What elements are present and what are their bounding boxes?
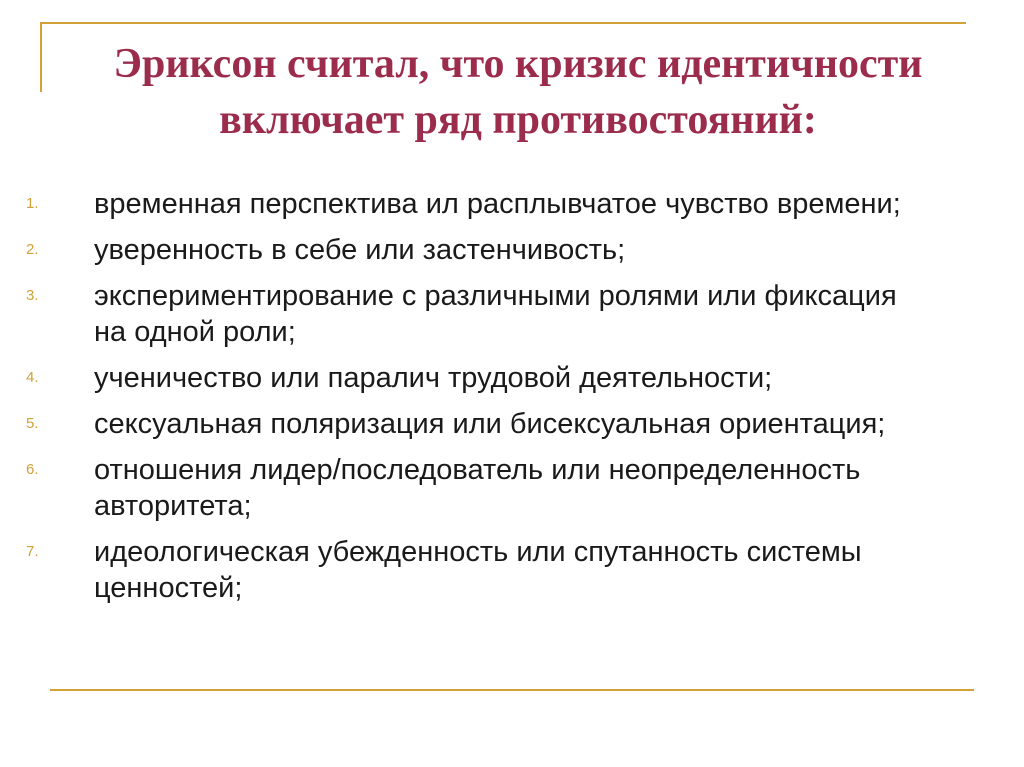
list-item (0, 278, 1024, 350)
list-item-text: уверенность в себе или застенчивость; (94, 234, 626, 266)
list-item-text: отношения лидер/последователь или неопределенность авторитета; (94, 454, 861, 522)
list-number: 3. (26, 287, 39, 304)
list-item (0, 452, 1024, 524)
slide-title: Эриксон считал, что кризис идентичности включает ряд противостояний: (113, 41, 923, 143)
list-item (0, 232, 1024, 268)
list-number: 6. (26, 461, 39, 478)
list-number: 7. (26, 543, 39, 560)
list-item (0, 186, 1024, 222)
list-item (0, 534, 1024, 606)
list-item-text: временная перспектива ил расплывчатое чувство времени; (94, 188, 901, 220)
list-item (0, 360, 1024, 396)
list-number: 4. (26, 369, 39, 386)
numbered-list (0, 186, 1024, 616)
list-item-text: экспериментирование с различными ролями или фиксация на одной роли; (94, 280, 897, 348)
list-number: 5. (26, 415, 39, 432)
bottom-border-line (50, 689, 974, 691)
list-item-text: идеологическая убежденность или спутанность системы ценностей; (94, 536, 862, 604)
list-item-text: ученичество или паралич трудовой деятельности; (94, 362, 773, 394)
list-number: 1. (26, 195, 39, 212)
top-border-line (40, 22, 966, 24)
list-item (0, 406, 1024, 442)
left-border-line (40, 22, 42, 92)
list-item-text: сексуальная поляризация или бисексуальная ориентация; (94, 408, 886, 440)
list-number: 2. (26, 241, 39, 258)
